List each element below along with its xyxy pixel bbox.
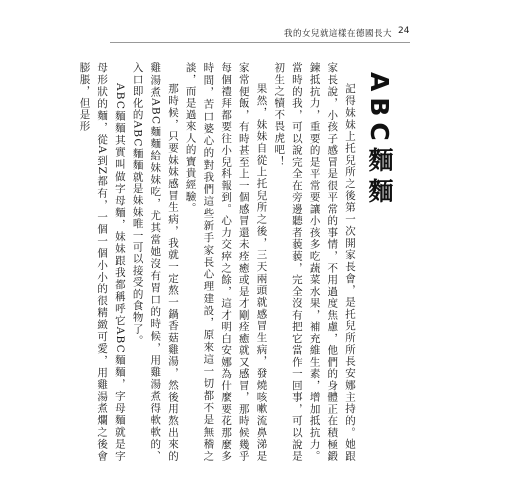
body-text <box>78 62 358 462</box>
paragraph-1: 記得妹妹上托兒所之後第一次開家長會，是托兒所所長安娜主持的。她跟家長說，小孩子感冒是很平常的事情，不用過度焦慮，他們的身體正在積極鍛鍊抵抗力，重要的是平常要讓小孩多吃蔬菜水果，補充維生素，增加抵抗力。當時的我，可以說完全在旁邊聽者藐藐，完全沒有把它當作一回事，可以說是初生之犢不畏虎吧！ <box>273 62 356 462</box>
header-divider <box>110 42 410 43</box>
paragraph-3: 那時候，只要妹妹感冒生病，我就一定熬一鍋香菇雞湯，然後用熬出來的雞湯煮ABC麵麵給妹妹吃，尤其當她沒有胃口的時候，用雞湯煮得軟軟的、入口即化的ABC麵麵就是妹妹唯一可以接受的食物了。 <box>131 62 179 462</box>
paragraph-4: ABC麵麵其實叫做字母麵，妹妹跟我都稱呼它ABC麵麵，字母麵就是字母形狀的麵，從A到Z都有，一個一個小小的很精緻可愛，用雞湯煮爛之後會膨脹，但是形 <box>78 62 126 462</box>
paragraph-2: 果然，妹妹自從上托兒所之後，三天兩頭就感冒生病，發燒咳嗽流鼻涕是家常便飯，有時甚至上一個感冒還未痊癒或是才剛痊癒就又感冒，那時候幾乎每個禮拜都要往小兒科報到。心力交瘁之餘，這才明白安娜為什麼要花那麼多時間，苦口婆心的對我們這些新手家長心理建設，原來這一切都不是無稽之談，而是過來人的寶貴經驗。 <box>184 62 268 462</box>
page-number: 24 <box>398 26 410 36</box>
running-header: 我的女兒就這樣在德國長大 <box>283 29 392 39</box>
chapter-title: ABC麵麵 <box>365 72 394 209</box>
